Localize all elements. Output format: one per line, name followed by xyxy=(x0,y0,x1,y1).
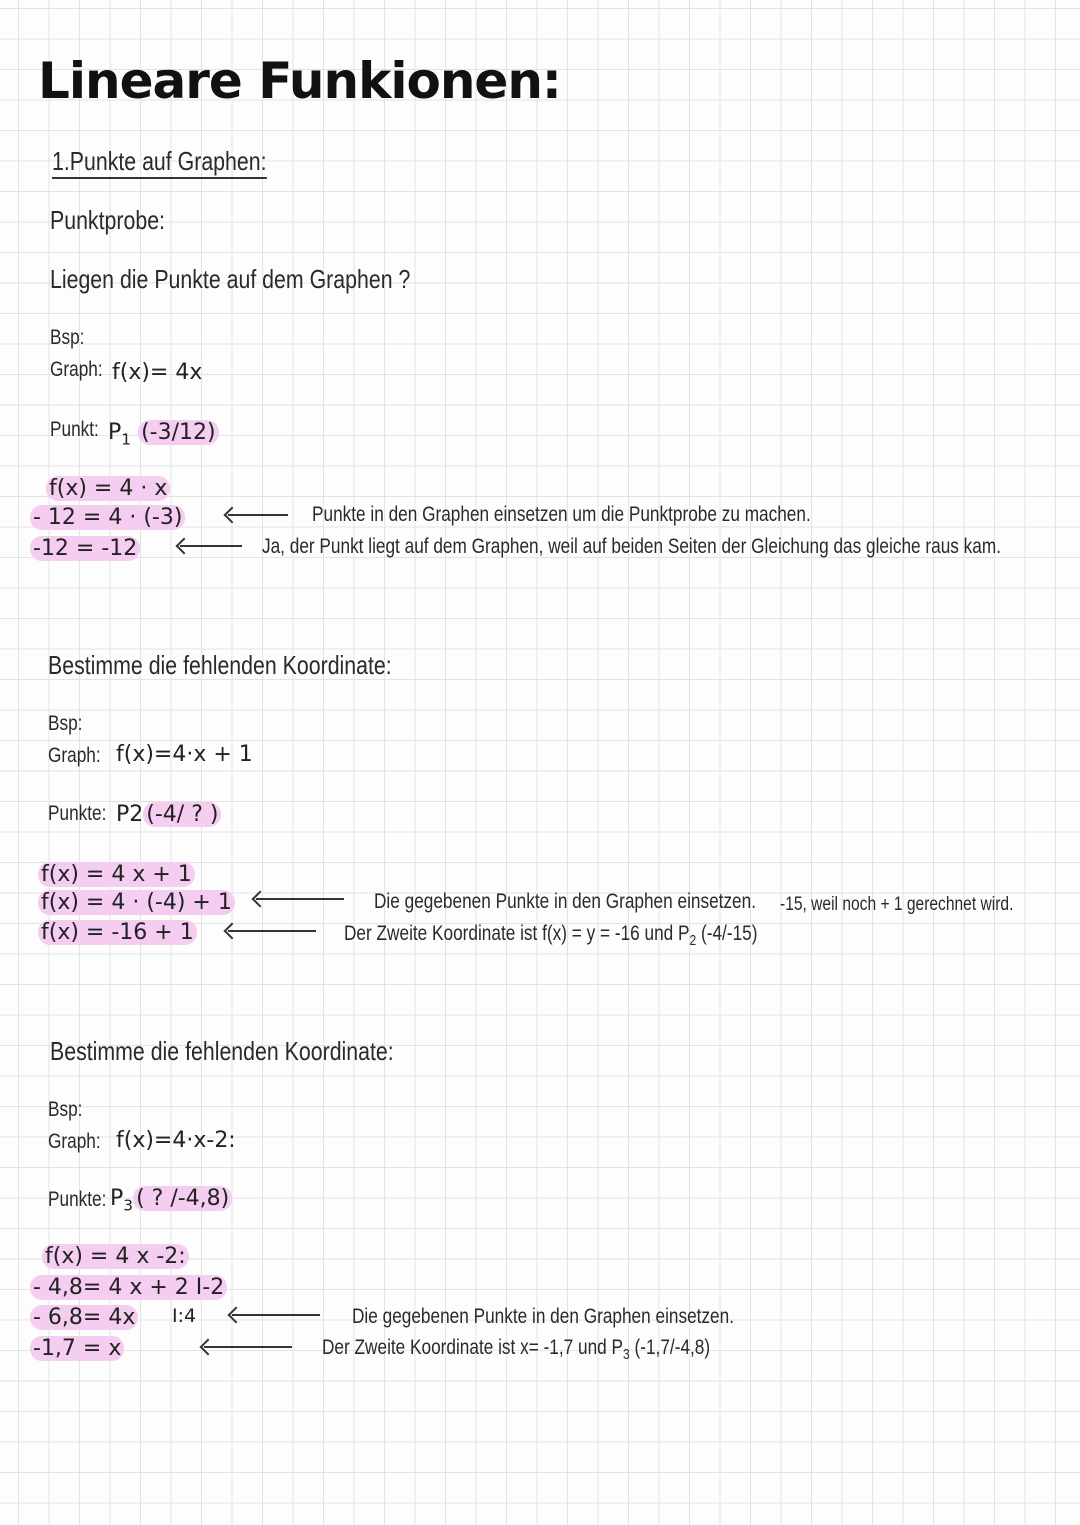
step-1: f(x) = 4 x + 1 xyxy=(38,862,195,887)
graph-function: f(x)=4·x-2: xyxy=(116,1128,236,1153)
note-punktprobe: Punkte in den Graphen einsetzen um die Punktprobe zu machen. xyxy=(312,503,811,526)
note-einsetzen: Die gegebenen Punkte in den Graphen einsetzen. xyxy=(374,890,757,913)
point-name: P xyxy=(108,420,122,445)
example-label: Bsp: xyxy=(50,326,85,349)
point-coords: (-3/12) xyxy=(138,420,219,445)
graph-label: Graph: xyxy=(48,1130,101,1153)
point-p2: P2 (-4/ ? ) xyxy=(116,802,221,827)
point-p3: $P_3$ ( ? /-4,8) xyxy=(110,1186,232,1214)
arrow-left-icon xyxy=(228,930,316,932)
step-2: f(x) = 4 · (-4) + 1 xyxy=(38,890,235,915)
step-2: - 12 = 4 · (-3) xyxy=(30,505,185,530)
arrow-left-icon xyxy=(232,1314,320,1316)
graph-label: Graph: xyxy=(50,358,103,381)
step-1: f(x) = 4 · x xyxy=(46,476,170,501)
step-3: - 6,8= 4x xyxy=(30,1305,138,1330)
point-p1 xyxy=(108,420,219,448)
arrow-left-icon xyxy=(180,545,242,547)
point-label: Punkte: xyxy=(48,1188,107,1211)
point-subscript: 1 xyxy=(121,430,132,449)
section-heading-koordinate-2: Bestimme die fehlenden Koordinate: xyxy=(50,1036,394,1066)
example-label: Bsp: xyxy=(48,712,83,735)
section-heading-punkte: 1.Punkte auf Graphen: xyxy=(52,146,267,179)
point-label: Punkte: xyxy=(48,802,107,825)
section-heading-koordinate: Bestimme die fehlenden Koordinate: xyxy=(48,650,392,680)
step-1: f(x) = 4 x -2: xyxy=(42,1244,189,1269)
question-text: Liegen die Punkte auf dem Graphen ? xyxy=(50,264,411,294)
point-coords: ( ? /-4,8) xyxy=(133,1186,232,1211)
step-side-note: I:4 xyxy=(172,1305,197,1327)
arrow-left-icon xyxy=(228,514,288,516)
step-3: f(x) = -16 + 1 xyxy=(38,920,197,945)
arrow-left-icon xyxy=(256,898,344,900)
step-3: -12 = -12 xyxy=(30,536,140,561)
side-note: -15, weil noch + 1 gerechnet wird. xyxy=(780,894,1014,915)
step-2: - 4,8= 4 x + 2 I-2 xyxy=(30,1275,227,1300)
graph-function: f(x)=4·x + 1 xyxy=(116,742,253,767)
example-label: Bsp: xyxy=(48,1098,83,1121)
graph-label: Graph: xyxy=(48,744,101,767)
note-coordinate: Der Zweite Koordinate ist x= -1,7 und $P_3$ (-1,7/-4,8) xyxy=(322,1336,711,1364)
note-einsetzen: Die gegebenen Punkte in den Graphen einsetzen. xyxy=(352,1305,735,1328)
arrow-left-icon xyxy=(204,1346,292,1348)
page-title: Lineare Funkionen: xyxy=(38,52,561,110)
note-coordinate: Der Zweite Koordinate ist f(x) = y = -16 und $P_2$ (-4/-15) xyxy=(344,922,758,950)
graph-function: f(x)= 4x xyxy=(112,360,203,385)
note-result: Ja, der Punkt liegt auf dem Graphen, weil auf beiden Seiten der Gleichung das gleiche raus kam. xyxy=(262,535,1001,558)
point-coords: (-4/ ? ) xyxy=(143,802,221,827)
point-label: Punkt: xyxy=(50,418,99,441)
step-4: -1,7 = x xyxy=(30,1336,124,1361)
subheading-punktprobe: Punktprobe: xyxy=(50,205,165,235)
